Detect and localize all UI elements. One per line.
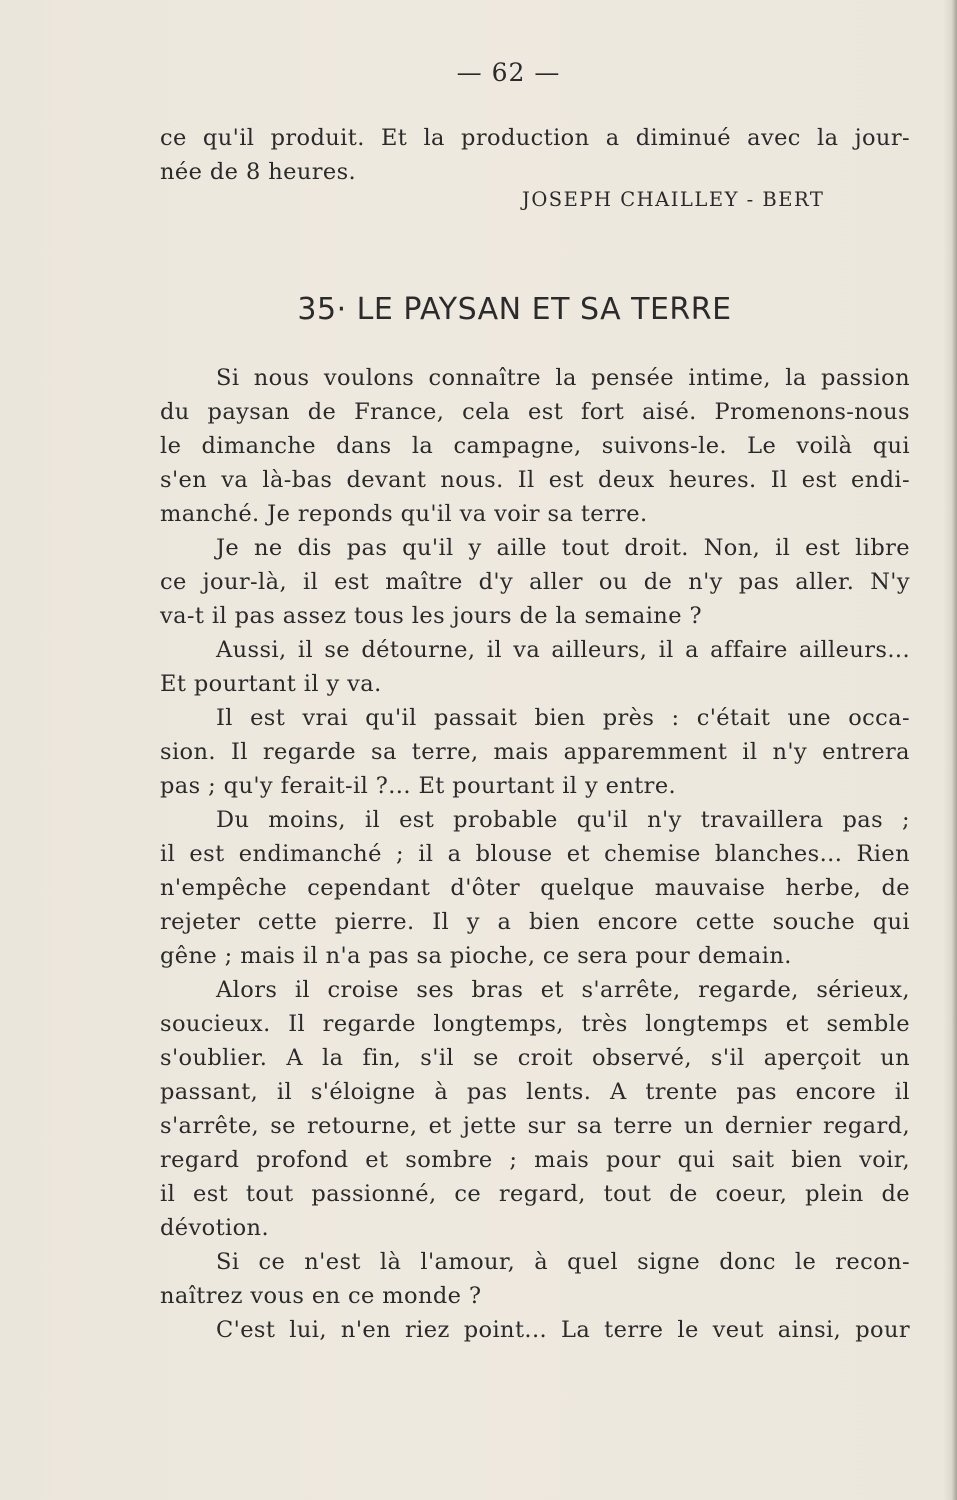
text-line: n'empêche cependant d'ôter quelque mauvaise herbe, de	[160, 875, 910, 901]
intro-text	[160, 121, 910, 189]
author-signature: JOSEPH CHAILLEY - BERT	[522, 188, 825, 211]
text-line: Je ne dis pas qu'il y aille tout droit. Non, il est libre	[216, 535, 910, 561]
text-line: va-t il pas assez tous les jours de la semaine ?	[160, 603, 702, 629]
text-line: du paysan de France, cela est fort aisé. Promenons-nous	[160, 399, 910, 425]
text-line: sion. Il regarde sa terre, mais apparemment il n'y entrera	[160, 739, 910, 765]
page-number: — 62 —	[456, 58, 561, 87]
text-line: il est endimanché ; il a blouse et chemise blanches... Rien	[160, 841, 910, 867]
body-text	[160, 361, 910, 1347]
text-line: s'oublier. A la fin, s'il se croit observé, s'il aperçoit un	[160, 1045, 910, 1071]
text-line: Alors il croise ses bras et s'arrête, regarde, sérieux,	[216, 977, 910, 1003]
text-line: il est tout passionné, ce regard, tout de coeur, plein de	[160, 1181, 910, 1207]
text-line: née de 8 heures.	[160, 159, 357, 185]
text-line: Si ce n'est là l'amour, à quel signe donc le recon-	[216, 1249, 910, 1275]
text-line: pas ; qu'y ferait-il ?... Et pourtant il y entre.	[160, 773, 677, 799]
text-line: Aussi, il se détourne, il va ailleurs, il a affaire ailleurs...	[216, 637, 910, 663]
text-line: Il est vrai qu'il passait bien près : c'était une occa-	[216, 705, 910, 731]
text-line: Du moins, il est probable qu'il n'y travaillera pas ;	[216, 807, 910, 833]
text-line: dévotion.	[160, 1215, 270, 1241]
text-line: s'en va là-bas devant nous. Il est deux heures. Il est endi-	[160, 467, 910, 493]
text-line: soucieux. Il regarde longtemps, très longtemps et semble	[160, 1011, 910, 1037]
chapter-title: 35· LE PAYSAN ET SA TERRE	[297, 292, 732, 327]
text-line: ce jour-là, il est maître d'y aller ou de n'y pas aller. N'y	[160, 569, 910, 595]
text-line: manché. Je reponds qu'il va voir sa terre.	[160, 501, 648, 527]
text-line: Si nous voulons connaître la pensée intime, la passion	[216, 365, 910, 391]
text-line: regard profond et sombre ; mais pour qui sait bien voir,	[160, 1147, 910, 1173]
text-line: Et pourtant il y va.	[160, 671, 382, 697]
page-edge-shadow	[943, 0, 957, 1500]
text-line: gêne ; mais il n'a pas sa pioche, ce sera pour demain.	[160, 943, 792, 969]
text-line: s'arrête, se retourne, et jette sur sa terre un dernier regard,	[160, 1113, 910, 1139]
text-line: rejeter cette pierre. Il y a bien encore cette souche qui	[160, 909, 910, 935]
text-line: ce qu'il produit. Et la production a diminué avec la jour-	[160, 125, 910, 151]
text-line: passant, il s'éloigne à pas lents. A trente pas encore il	[160, 1079, 910, 1105]
text-line: C'est lui, n'en riez point... La terre le veut ainsi, pour	[216, 1317, 910, 1343]
text-line: naîtrez vous en ce monde ?	[160, 1283, 482, 1309]
text-line: le dimanche dans la campagne, suivons-le. Le voilà qui	[160, 433, 910, 459]
